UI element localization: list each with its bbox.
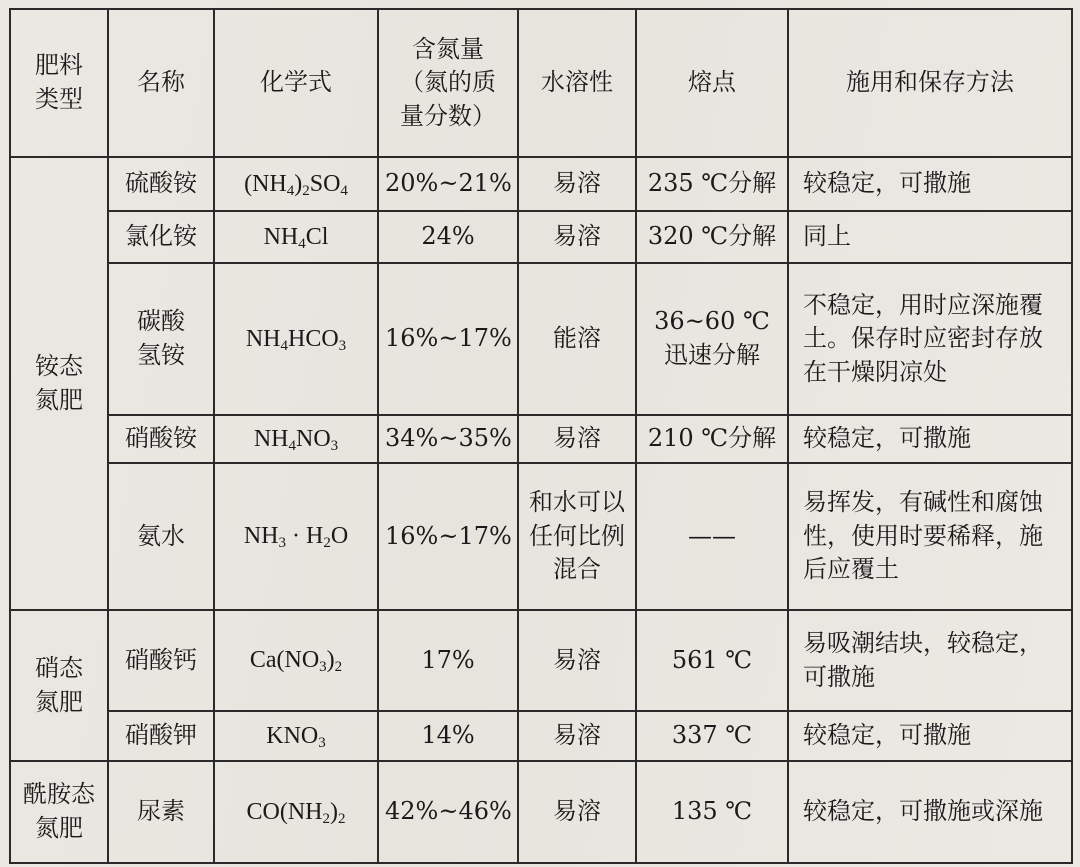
solubility-label: 易溶 — [553, 169, 601, 198]
table-row — [10, 415, 1072, 463]
formula-label: $KNO_3$ — [266, 722, 326, 751]
solubility-label: 能溶 — [553, 324, 601, 353]
formula-cell — [214, 711, 378, 761]
group-ammonium — [10, 157, 108, 610]
nitrogen-label: 24% — [421, 222, 475, 251]
table-row — [10, 610, 1072, 711]
melting-label: 337 ℃ — [671, 721, 753, 750]
melting-label: 210 ℃分解 — [647, 424, 777, 453]
header-solubility — [518, 9, 636, 157]
group-amide — [10, 761, 108, 863]
nitrogen-cell — [378, 211, 518, 263]
solubility-cell — [518, 211, 636, 263]
name-label: 硫酸铵 — [125, 169, 197, 198]
solubility-cell — [518, 711, 636, 761]
nitrogen-cell — [378, 463, 518, 610]
usage-label: 易吸潮结块，较稳定， 可撒施 — [803, 628, 1043, 691]
solubility-label: 易溶 — [553, 797, 601, 826]
header-name-label: 名称 — [137, 68, 185, 97]
name-label: 硝酸钙 — [125, 645, 197, 674]
usage-cell — [788, 263, 1072, 415]
usage-label: 较稳定，可撒施或深施 — [803, 797, 1043, 826]
header-melting-label: 熔点 — [688, 68, 736, 97]
formula-cell — [214, 610, 378, 711]
usage-cell — [788, 711, 1072, 761]
usage-label: 同上 — [803, 222, 851, 251]
usage-label: 不稳定，用时应深施覆 土。保存时应密封存放 在干燥阴凉处 — [803, 290, 1043, 386]
nitrogen-fertilizer-table — [9, 8, 1073, 864]
usage-cell — [788, 415, 1072, 463]
melting-cell — [636, 463, 788, 610]
melting-label: —— — [688, 521, 736, 550]
header-name — [108, 9, 214, 157]
formula-label: $NH_4NO_3$ — [253, 425, 339, 454]
nitrogen-cell — [378, 761, 518, 863]
solubility-cell — [518, 761, 636, 863]
nitrogen-cell — [378, 415, 518, 463]
nitrogen-label: 42%~46% — [385, 797, 512, 826]
name-label: 硝酸钾 — [125, 721, 197, 750]
table-row — [10, 157, 1072, 211]
solubility-label: 易溶 — [553, 424, 601, 453]
header-type-label: 肥料 类型 — [35, 51, 83, 113]
header-melting — [636, 9, 788, 157]
melting-cell — [636, 761, 788, 863]
formula-cell — [214, 415, 378, 463]
usage-cell — [788, 610, 1072, 711]
name-cell — [108, 711, 214, 761]
name-label: 氨水 — [137, 521, 185, 550]
nitrogen-label: 16%~17% — [385, 324, 512, 353]
nitrogen-cell — [378, 263, 518, 415]
name-cell — [108, 157, 214, 211]
group-nitrate — [10, 610, 108, 761]
table-row — [10, 463, 1072, 610]
nitrogen-cell — [378, 610, 518, 711]
solubility-cell — [518, 463, 636, 610]
melting-cell — [636, 263, 788, 415]
usage-label: 较稳定，可撒施 — [803, 424, 971, 453]
solubility-cell — [518, 415, 636, 463]
table-row — [10, 761, 1072, 863]
solubility-cell — [518, 157, 636, 211]
group-nitrate-label: 硝态 氮肥 — [35, 653, 83, 716]
usage-cell — [788, 463, 1072, 610]
formula-label: $Ca(NO_3)_2$ — [249, 647, 343, 675]
solubility-cell — [518, 263, 636, 415]
header-solubility-label: 水溶性 — [541, 68, 613, 97]
nitrogen-label: 17% — [421, 645, 475, 674]
solubility-label: 易溶 — [553, 222, 601, 251]
header-row — [10, 9, 1072, 157]
melting-cell — [636, 711, 788, 761]
header-formula — [214, 9, 378, 157]
formula-cell — [214, 157, 378, 211]
formula-cell — [214, 211, 378, 263]
usage-label: 易挥发，有碱性和腐蚀 性，使用时要稀释，施 后应覆土 — [803, 488, 1043, 584]
name-cell — [108, 415, 214, 463]
formula-cell — [214, 263, 378, 415]
table-row — [10, 263, 1072, 415]
formula-label: $NH_4HCO_3$ — [245, 325, 347, 354]
solubility-label: 易溶 — [553, 645, 601, 674]
melting-cell — [636, 415, 788, 463]
table-row — [10, 711, 1072, 761]
formula-cell — [214, 761, 378, 863]
melting-label: 135 ℃ — [671, 797, 753, 826]
melting-label: 235 ℃分解 — [647, 169, 777, 198]
table-row — [10, 211, 1072, 263]
melting-cell — [636, 211, 788, 263]
formula-label: $NH_4Cl$ — [263, 223, 329, 252]
name-label: 硝酸铵 — [125, 424, 197, 453]
header-usage — [788, 9, 1072, 157]
solubility-label: 和水可以 任何比例 混合 — [529, 488, 625, 584]
melting-label: 320 ℃分解 — [647, 222, 777, 251]
name-label: 尿素 — [137, 797, 185, 826]
nitrogen-label: 34%~35% — [385, 424, 512, 453]
nitrogen-cell — [378, 157, 518, 211]
formula-label: $(NH_4)_2SO_4$ — [244, 170, 348, 199]
nitrogen-label: 14% — [421, 721, 475, 750]
header-type — [10, 9, 108, 157]
formula-label: $CO(NH_2)_2$ — [246, 798, 346, 827]
melting-label: 561 ℃ — [671, 645, 753, 674]
name-cell — [108, 761, 214, 863]
solubility-cell — [518, 610, 636, 711]
solubility-label: 易溶 — [553, 721, 601, 750]
usage-cell — [788, 157, 1072, 211]
name-label: 氯化铵 — [125, 222, 197, 251]
name-cell — [108, 211, 214, 263]
header-nitrogen — [378, 9, 518, 157]
name-label: 碳酸 氢铵 — [137, 307, 185, 369]
usage-cell — [788, 761, 1072, 863]
formula-label: $NH_3 \cdot H_2O$ — [243, 523, 349, 551]
usage-cell — [788, 211, 1072, 263]
nitrogen-cell — [378, 711, 518, 761]
name-cell — [108, 263, 214, 415]
group-amide-label: 酰胺态 氮肥 — [23, 780, 95, 842]
header-formula-label: 化学式 — [260, 68, 332, 97]
melting-label: 36~60 ℃ 迅速分解 — [654, 307, 770, 369]
melting-cell — [636, 610, 788, 711]
name-cell — [108, 463, 214, 610]
group-ammonium-label: 铵态 氮肥 — [35, 351, 83, 414]
header-nitrogen-label: 含氮量 （氮的质 量分数） — [400, 34, 496, 130]
melting-cell — [636, 157, 788, 211]
header-usage-label: 施用和保存方法 — [846, 68, 1014, 97]
formula-cell — [214, 463, 378, 610]
name-cell — [108, 610, 214, 711]
usage-label: 较稳定，可撒施 — [803, 169, 971, 198]
usage-label: 较稳定，可撒施 — [803, 721, 971, 750]
nitrogen-label: 20%~21% — [385, 169, 512, 198]
nitrogen-label: 16%~17% — [385, 521, 512, 550]
